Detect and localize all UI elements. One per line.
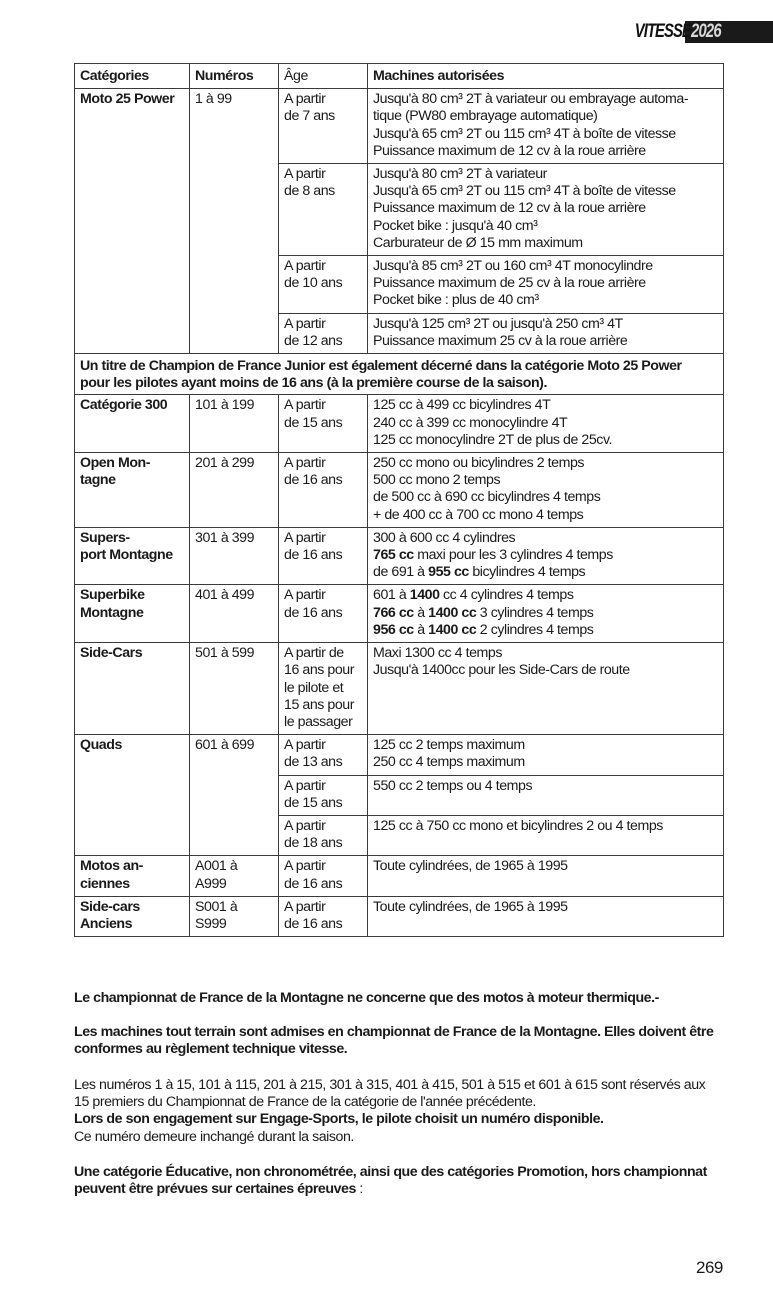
- machine-line: Jusqu'à 125 cm³ 2T ou jusqu'à 250 cm³ 4T: [373, 315, 623, 332]
- machine-line: Jusqu'à 85 cm³ 2T ou 160 cm³ 4T monocylindre: [373, 258, 653, 275]
- machine-line: Jusqu'à 65 cm³ 2T ou 115 cm³ 4T à boîte de vitesse: [373, 125, 676, 142]
- age-line: le pilote et: [284, 679, 344, 696]
- machines-cell: [368, 453, 724, 528]
- category-line: Supers-: [80, 529, 130, 546]
- machine-line: Jusqu'à 80 cm³ 2T à variateur ou embrayage automa-: [373, 91, 689, 108]
- machine-line: [373, 587, 718, 604]
- machine-line: [373, 547, 718, 564]
- age-line: de 15 ans: [284, 414, 343, 431]
- table-row: [75, 896, 724, 936]
- age-cell: [279, 313, 368, 353]
- column-header-age: Âge: [279, 64, 368, 89]
- age-cell: [279, 896, 368, 936]
- machine-line: + de 400 cc à 700 cc mono 4 temps: [373, 506, 584, 523]
- bold-value: 765 cc: [373, 547, 414, 564]
- machine-line: de 500 cc à 690 cc bicylindres 4 temps: [373, 489, 601, 506]
- age-cell: [279, 585, 368, 643]
- machine-line: 500 cc mono 2 temps: [373, 472, 501, 489]
- machine-line: 125 cc à 499 cc bicylindres 4T: [373, 397, 551, 414]
- paragraph-educative-category: [74, 1164, 730, 1198]
- category-line: tagne: [80, 472, 116, 489]
- age-line: A partir de: [284, 645, 344, 662]
- age-line: A partir: [284, 587, 326, 604]
- age-line: de 12 ans: [284, 332, 343, 349]
- numbers-cell: 201 à 299: [190, 453, 279, 528]
- paragraph-reserved-numbers: [74, 1077, 730, 1146]
- numbers-line: A001 à: [195, 858, 238, 875]
- age-line: de 10 ans: [284, 275, 343, 292]
- numbers-line: S001 à: [195, 898, 238, 915]
- junior-note-row: [75, 354, 724, 395]
- category-cell: [75, 453, 190, 528]
- numbers-cell: 601 à 699: [190, 735, 279, 856]
- age-line: de 7 ans: [284, 108, 335, 125]
- paragraph-offroad-machines: [74, 1024, 730, 1058]
- machines-cell: [368, 896, 724, 936]
- column-header-numbers: Numéros: [190, 64, 279, 89]
- numbers-cell: 101 à 199: [190, 395, 279, 453]
- machine-line: 250 cc 4 temps maximum: [373, 754, 525, 771]
- machines-cell: [368, 585, 724, 643]
- section-year: 2026: [691, 21, 721, 42]
- age-line: de 13 ans: [284, 754, 343, 771]
- paragraph-text: peuvent être prévues sur certaines épreuves: [74, 1181, 356, 1198]
- machines-cell: [368, 164, 724, 256]
- machine-line: Puissance maximum de 12 cv à la roue arrière: [373, 142, 646, 159]
- bold-value: 1400: [409, 587, 440, 604]
- paragraph-line: Une catégorie Éducative, non chronométrée, ainsi que des catégories Promotion, hors championnat: [74, 1164, 707, 1180]
- age-cell: [279, 856, 368, 896]
- category-line: Montagne: [80, 604, 144, 621]
- age-line: A partir: [284, 91, 326, 108]
- section-year-badge: [685, 21, 773, 43]
- machine-line: Puissance maximum 25 cv à la roue arrière: [373, 332, 628, 349]
- column-header-categories: Catégories: [75, 64, 190, 89]
- machine-text: cc 4 cylindres 4 temps: [439, 587, 574, 604]
- bold-value: 1400 cc: [428, 621, 477, 638]
- age-line: A partir: [284, 817, 326, 834]
- section-banner: [619, 21, 773, 43]
- age-line: de 18 ans: [284, 835, 343, 852]
- machine-line: [373, 564, 718, 581]
- paragraph-line-bold: Lors de son engagement sur Engage-Sports, le pilote choisit un numéro disponible.: [74, 1111, 604, 1128]
- age-line: A partir: [284, 858, 326, 875]
- age-cell: [279, 643, 368, 735]
- machine-line: [373, 605, 718, 622]
- category-cell: Catégorie 300: [75, 395, 190, 453]
- category-line: port Montagne: [80, 547, 173, 564]
- bold-value: 766 cc: [373, 604, 414, 621]
- age-cell: [279, 256, 368, 314]
- age-line: de 16 ans: [284, 547, 343, 564]
- age-line: A partir: [284, 166, 326, 183]
- paragraph-thermal-only: Le championnat de France de la Montagne ne concerne que des motos à moteur thermique.-: [74, 990, 659, 1006]
- category-line: Side-cars: [80, 898, 140, 915]
- age-cell: [279, 735, 368, 775]
- category-line: Anciens: [80, 915, 133, 932]
- machines-cell: [368, 856, 724, 896]
- machine-line: Puissance maximum de 12 cv à la roue arrière: [373, 200, 646, 217]
- age-line: de 8 ans: [284, 183, 335, 200]
- age-cell: [279, 815, 368, 855]
- machine-text: à: [413, 621, 429, 638]
- machines-cell: [368, 735, 724, 775]
- machine-text: à: [413, 604, 429, 621]
- machine-text: 2 cylindres 4 temps: [476, 621, 594, 638]
- machines-cell: [368, 643, 724, 735]
- age-line: 15 ans pour: [284, 696, 354, 713]
- age-line: A partir: [284, 898, 326, 915]
- paragraph-line: conformes au règlement technique vitesse.: [74, 1041, 348, 1058]
- category-line: Superbike: [80, 587, 145, 604]
- machines-cell: [368, 256, 724, 314]
- numbers-cell: [190, 856, 279, 896]
- machine-text: 601 à: [373, 587, 410, 604]
- machines-cell: [368, 775, 724, 815]
- numbers-cell: 501 à 599: [190, 643, 279, 735]
- section-title: VITESSE: [634, 21, 691, 42]
- age-line: de 16 ans: [284, 915, 343, 932]
- age-line: A partir: [284, 315, 326, 332]
- table-row: [75, 735, 724, 775]
- category-cell: Quads: [75, 735, 190, 856]
- machine-line: tique (PW80 embrayage automatique): [373, 108, 598, 125]
- numbers-cell: [190, 896, 279, 936]
- machine-line: 300 à 600 cc 4 cylindres: [373, 529, 516, 546]
- bold-value: 1400 cc: [428, 604, 477, 621]
- category-cell: [75, 585, 190, 643]
- age-cell: [279, 395, 368, 453]
- category-cell: [75, 527, 190, 585]
- paragraph-line: Les numéros 1 à 15, 101 à 115, 201 à 215, 301 à 315, 401 à 415, 501 à 515 et 601 à 615 sont réservés aux: [74, 1077, 706, 1093]
- machines-cell: [368, 527, 724, 585]
- machine-line: Pocket bike : plus de 40 cm³: [373, 292, 539, 309]
- table-row: [75, 643, 724, 735]
- category-cell: Side-Cars: [75, 643, 190, 735]
- category-cell: [75, 856, 190, 896]
- table-row: [75, 89, 724, 164]
- note-line: pour les pilotes ayant moins de 16 ans (à la première course de la saison).: [80, 375, 547, 392]
- machine-line: Maxi 1300 cc 4 temps: [373, 645, 502, 662]
- machines-cell: [368, 395, 724, 453]
- numbers-line: S999: [195, 915, 227, 932]
- age-line: A partir: [284, 397, 326, 414]
- age-line: 16 ans pour: [284, 662, 354, 679]
- age-line: de 16 ans: [284, 472, 343, 489]
- machine-line: Puissance maximum de 25 cv à la roue arrière: [373, 275, 646, 292]
- machines-cell: [368, 815, 724, 855]
- numbers-cell: 401 à 499: [190, 585, 279, 643]
- category-line: ciennes: [80, 875, 130, 892]
- table-row: [75, 453, 724, 528]
- machine-line: 125 cc monocylindre 2T de plus de 25cv.: [373, 431, 613, 448]
- junior-note: [75, 354, 724, 395]
- age-cell: [279, 89, 368, 164]
- note-line: Un titre de Champion de France Junior est également décerné dans la catégorie Moto 25 Power: [80, 358, 682, 375]
- table-row: [75, 395, 724, 453]
- category-line: Motos an-: [80, 858, 143, 875]
- machine-text: 3 cylindres 4 temps: [476, 604, 594, 621]
- paragraph-line: Ce numéro demeure inchangé durant la saison.: [74, 1128, 354, 1145]
- machine-line: 125 cc 2 temps maximum: [373, 737, 525, 754]
- column-header-machines: Machines autorisées: [368, 64, 724, 89]
- table-row: [75, 585, 724, 643]
- machines-cell: [368, 313, 724, 353]
- age-line: de 16 ans: [284, 875, 343, 892]
- categories-table: [74, 63, 724, 937]
- page-number: 269: [696, 1258, 723, 1277]
- machine-line: Toute cylindrées, de 1965 à 1995: [373, 898, 568, 915]
- table-row: [75, 856, 724, 896]
- bold-value: 956 cc: [373, 621, 414, 638]
- age-line: A partir: [284, 455, 326, 472]
- age-cell: [279, 453, 368, 528]
- age-line: A partir: [284, 737, 326, 754]
- age-cell: [279, 164, 368, 256]
- paragraph-colon: :: [355, 1181, 363, 1198]
- machine-line: 550 cc 2 temps ou 4 temps: [373, 777, 533, 794]
- machines-cell: [368, 89, 724, 164]
- age-cell: [279, 775, 368, 815]
- age-line: de 16 ans: [284, 604, 343, 621]
- category-cell: [75, 896, 190, 936]
- machine-line: Jusqu'à 65 cm³ 2T ou 115 cm³ 4T à boîte de vitesse: [373, 183, 676, 200]
- machine-line: Toute cylindrées, de 1965 à 1995: [373, 858, 568, 875]
- machine-line: 250 cc mono ou bicylindres 2 temps: [373, 455, 585, 472]
- age-line: A partir: [284, 777, 326, 794]
- paragraph-line: 15 premiers du Championnat de France de la catégorie de l'année précédente.: [74, 1094, 536, 1111]
- machine-line: Carburateur de Ø 15 mm maximum: [373, 234, 583, 251]
- numbers-line: A999: [195, 875, 227, 892]
- age-line: de 15 ans: [284, 794, 343, 811]
- machine-line: 240 cc à 399 cc monocylindre 4T: [373, 414, 568, 431]
- machine-text: maxi pour les 3 cylindres 4 temps: [413, 547, 613, 564]
- table-header-row: [75, 64, 724, 89]
- age-cell: [279, 527, 368, 585]
- paragraph-line: [74, 1181, 730, 1198]
- machine-text: bicylindres 4 temps: [468, 564, 586, 581]
- machine-line: Pocket bike : jusqu'à 40 cm³: [373, 217, 538, 234]
- age-line: A partir: [284, 258, 326, 275]
- table-row: [75, 527, 724, 585]
- age-line: le passager: [284, 713, 353, 730]
- machine-line: 125 cc à 750 cc mono et bicylindres 2 ou 4 temps: [373, 817, 663, 834]
- category-line: Open Mon-: [80, 455, 151, 472]
- numbers-cell: 301 à 399: [190, 527, 279, 585]
- machine-line: Jusqu'à 1400cc pour les Side-Cars de route: [373, 662, 630, 679]
- category-cell: Moto 25 Power: [75, 89, 190, 354]
- machine-line: Jusqu'à 80 cm³ 2T à variateur: [373, 166, 547, 183]
- machine-text: de 691 à: [373, 564, 429, 581]
- machine-line: [373, 622, 718, 639]
- bold-value: 955 cc: [428, 564, 469, 581]
- age-line: A partir: [284, 529, 326, 546]
- paragraph-line: Les machines tout terrain sont admises en championnat de France de la Montagne. Elles doivent être: [74, 1024, 714, 1040]
- numbers-cell: 1 à 99: [190, 89, 279, 354]
